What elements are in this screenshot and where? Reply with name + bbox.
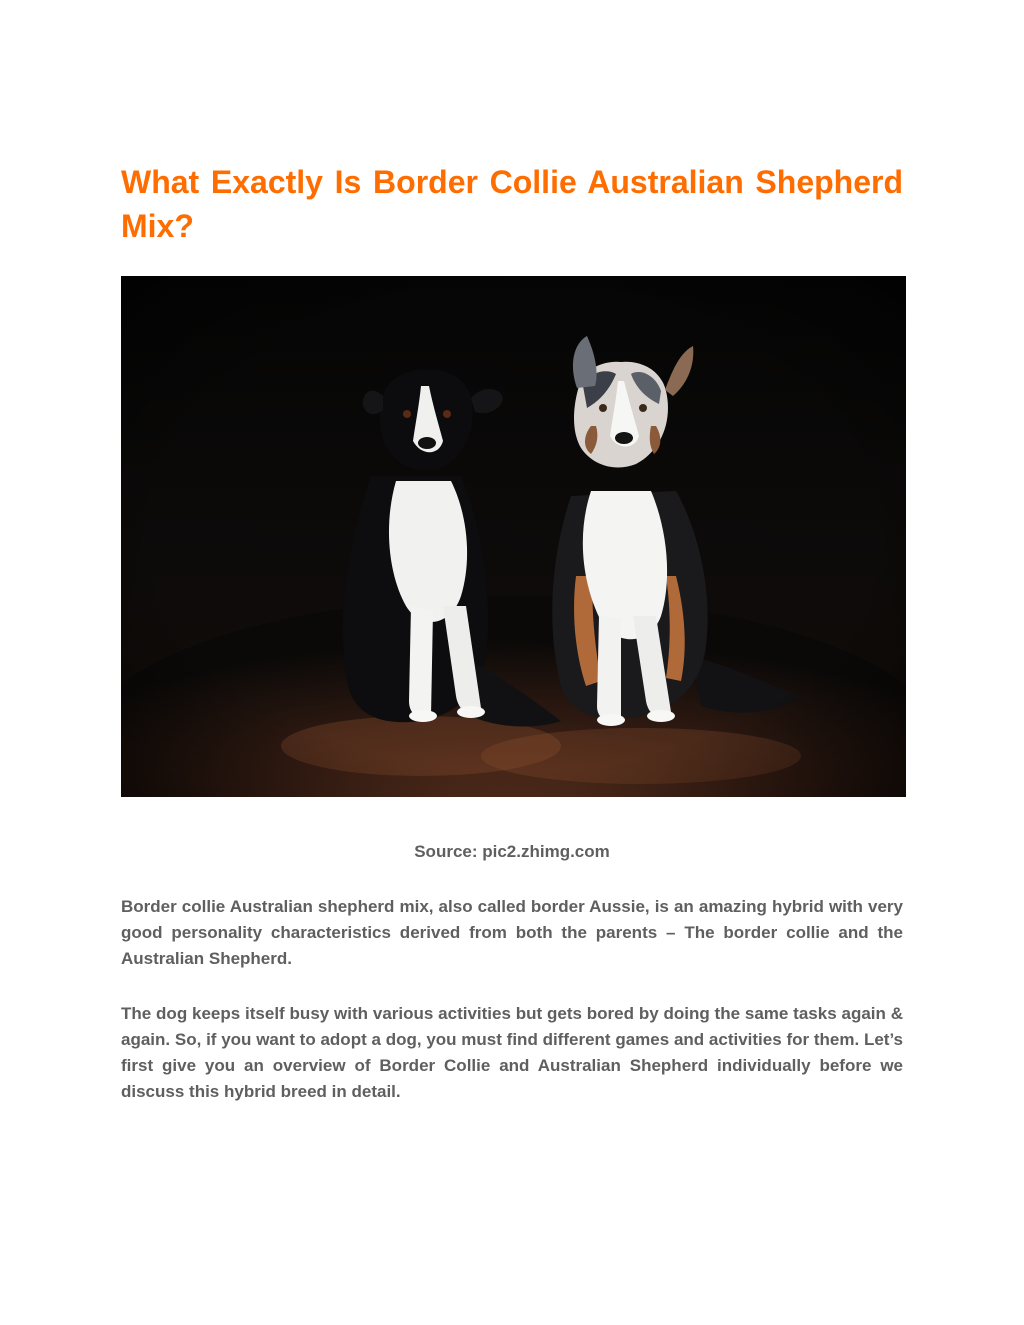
- dog-photo: [121, 276, 906, 797]
- image-source-caption: Source: pic2.zhimg.com: [414, 842, 610, 861]
- overview-paragraph: The dog keeps itself busy with various activities but gets bored by doing the same tasks again & again. So, if you want to adopt a dog, you must find different games and activities for them. Let’s first give you an overview of Border Collie and Australian Shepherd individually before we discuss this hybrid breed in detail.: [121, 1004, 903, 1101]
- intro-paragraph: Border collie Australian shepherd mix, also called border Aussie, is an amazing hybrid with very good personality characteristics derived from both the parents – The border collie and the Australian Shepherd.: [121, 897, 903, 968]
- article-heading: What Exactly Is Border Collie Australian Shepherd Mix?: [121, 164, 903, 244]
